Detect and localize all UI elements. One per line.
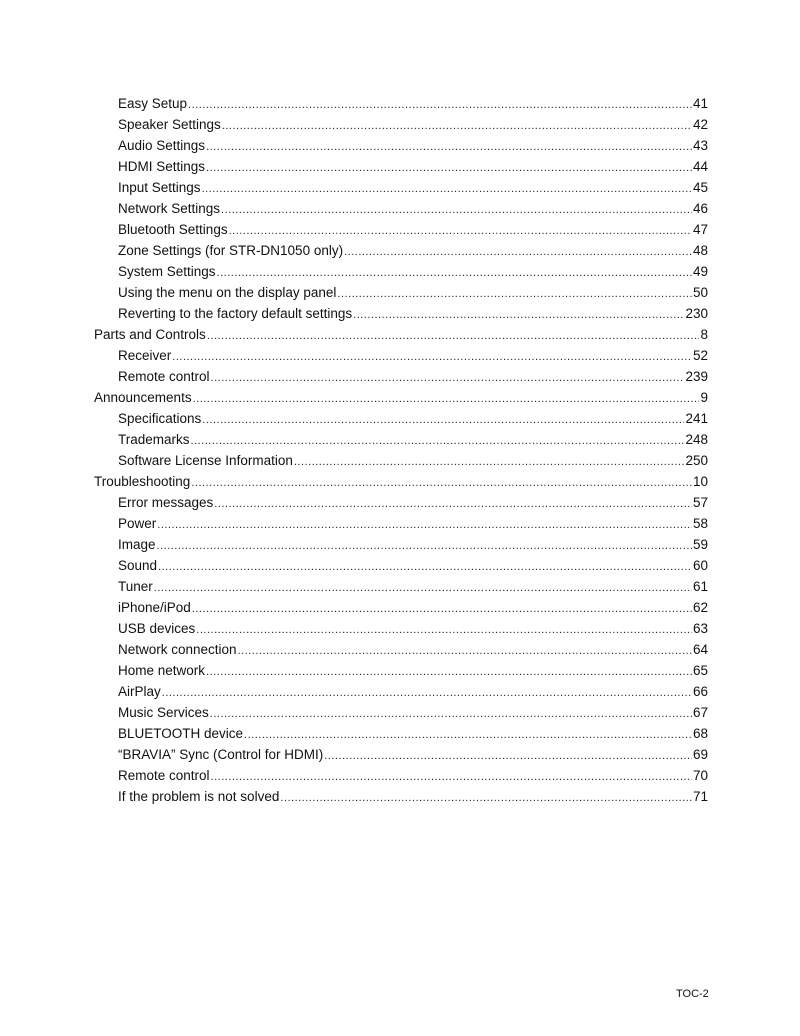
toc-entry-title: Announcements [94,390,192,405]
toc-entry[interactable] [94,261,708,282]
dot-leader [188,95,692,116]
toc-entry-page-number: 241 [685,411,708,426]
toc-entry-title: Tuner [118,579,153,594]
toc-entry-title: Receiver [118,348,172,363]
toc-entry[interactable] [94,723,708,744]
toc-entry-page-number: 43 [692,138,708,153]
toc-entry-title: Remote control [118,369,210,384]
toc-entry-page-number: 66 [692,684,708,699]
dot-leader [196,620,692,641]
toc-entry-title: AirPlay [118,684,161,699]
dot-leader [154,578,692,599]
dot-leader [337,284,692,305]
toc-entry-title: USB devices [118,621,196,636]
toc-entry-page-number: 42 [692,117,708,132]
toc-entry-page-number: 52 [692,348,708,363]
dot-leader [211,767,692,788]
toc-entry-page-number: 41 [692,96,708,111]
toc-entry-title: Parts and Controls [94,327,206,342]
toc-entry[interactable] [94,786,708,807]
toc-entry-title: Trademarks [118,432,190,447]
toc-entry[interactable] [94,303,708,324]
toc-entry[interactable] [94,408,708,429]
dot-leader [244,725,692,746]
dot-leader [214,494,692,515]
toc-entry[interactable] [94,702,708,723]
dot-leader [280,788,692,809]
toc-entry-page-number: 46 [692,201,708,216]
dot-leader [222,116,692,137]
toc-entry-page-number: 248 [685,432,708,447]
dot-leader [210,704,692,725]
toc-entry-title: HDMI Settings [118,159,206,174]
toc-entry-page-number: 65 [692,663,708,678]
dot-leader [158,557,692,578]
toc-entry-title: Bluetooth Settings [118,222,228,237]
toc-entry-page-number: 230 [685,306,708,321]
toc-entry-title: “BRAVIA” Sync (Control for HDMI) [118,747,324,762]
toc-entry-page-number: 49 [692,264,708,279]
toc-entry[interactable] [94,471,708,492]
toc-entry-page-number: 71 [692,789,708,804]
dot-leader [217,263,692,284]
toc-entry[interactable] [94,744,708,765]
toc-entry[interactable] [94,324,708,345]
toc-entry-page-number: 45 [692,180,708,195]
toc-entries [94,93,708,807]
dot-leader [206,158,692,179]
toc-entry[interactable] [94,534,708,555]
toc-entry-page-number: 57 [692,495,708,510]
toc-entry[interactable] [94,639,708,660]
dot-leader [193,389,700,410]
toc-entry[interactable] [94,240,708,261]
toc-entry[interactable] [94,93,708,114]
dot-leader [191,473,692,494]
toc-entry-title: Music Services [118,705,209,720]
dot-leader [221,200,692,221]
toc-entry-title: iPhone/iPod [118,600,191,615]
toc-entry-title: Network Settings [118,201,221,216]
toc-entry[interactable] [94,282,708,303]
toc-entry-page-number: 58 [692,516,708,531]
toc-entry-title: Power [118,516,157,531]
toc-entry-title: Sound [118,558,158,573]
toc-entry[interactable] [94,135,708,156]
toc-entry-page-number: 50 [692,285,708,300]
toc-entry-title: If the problem is not solved [118,789,280,804]
dot-leader [294,452,685,473]
toc-entry-title: Easy Setup [118,96,188,111]
dot-leader [162,683,692,704]
toc-entry-page-number: 9 [700,390,708,405]
toc-entry-title: Network connection [118,642,237,657]
dot-leader [157,536,692,557]
page-number-footer: TOC-2 [676,988,709,1000]
toc-entry[interactable] [94,765,708,786]
dot-leader [211,368,685,389]
toc-entry-title: Remote control [118,768,210,783]
toc-entry-title: Reverting to the factory default settings [118,306,353,321]
toc-entry[interactable] [94,597,708,618]
toc-entry-title: Specifications [118,411,202,426]
toc-entry[interactable] [94,618,708,639]
toc-entry-page-number: 10 [692,474,708,489]
toc-entry-page-number: 44 [692,159,708,174]
toc-entry-page-number: 48 [692,243,708,258]
dot-leader [192,599,692,620]
dot-leader [353,305,684,326]
toc-entry-title: Input Settings [118,180,201,195]
toc-entry-title: Error messages [118,495,214,510]
toc-entry[interactable] [94,681,708,702]
table-of-contents [94,93,708,807]
dot-leader [202,179,692,200]
toc-entry-page-number: 62 [692,600,708,615]
toc-entry-page-number: 69 [692,747,708,762]
toc-entry[interactable] [94,345,708,366]
dot-leader [344,242,692,263]
dot-leader [324,746,692,767]
dot-leader [229,221,692,242]
toc-entry-title: System Settings [118,264,216,279]
toc-entry[interactable] [94,177,708,198]
toc-entry-page-number: 239 [685,369,708,384]
toc-entry[interactable] [94,114,708,135]
toc-entry-title: BLUETOOTH device [118,726,244,741]
toc-entry[interactable] [94,555,708,576]
toc-entry[interactable] [94,219,708,240]
toc-entry[interactable] [94,513,708,534]
toc-entry-page-number: 47 [692,222,708,237]
toc-entry-title: Troubleshooting [94,474,191,489]
toc-entry[interactable] [94,156,708,177]
toc-entry-title: Zone Settings (for STR-DN1050 only) [118,243,344,258]
dot-leader [206,137,692,158]
toc-entry-page-number: 70 [692,768,708,783]
toc-entry[interactable] [94,660,708,681]
toc-entry-title: Home network [118,663,206,678]
toc-entry-page-number: 61 [692,579,708,594]
toc-entry-title: Software License Information [118,453,293,468]
toc-entry-page-number: 67 [692,705,708,720]
toc-entry-page-number: 63 [692,621,708,636]
toc-entry-title: Image [118,537,156,552]
toc-entry[interactable] [94,450,708,471]
dot-leader [172,347,692,368]
toc-entry[interactable] [94,366,708,387]
dot-leader [157,515,692,536]
toc-entry[interactable] [94,198,708,219]
toc-entry-page-number: 68 [692,726,708,741]
dot-leader [207,326,700,347]
dot-leader [191,431,685,452]
toc-entry-page-number: 59 [692,537,708,552]
toc-entry-page-number: 8 [700,327,708,342]
toc-entry[interactable] [94,429,708,450]
toc-entry[interactable] [94,576,708,597]
toc-entry-title: Using the menu on the display panel [118,285,337,300]
dot-leader [206,662,692,683]
dot-leader [238,641,692,662]
toc-entry-title: Speaker Settings [118,117,221,132]
toc-entry-title: Audio Settings [118,138,206,153]
toc-entry-page-number: 250 [685,453,708,468]
toc-entry[interactable] [94,387,708,408]
toc-entry[interactable] [94,492,708,513]
toc-entry-page-number: 60 [692,558,708,573]
dot-leader [202,410,684,431]
toc-entry-page-number: 64 [692,642,708,657]
